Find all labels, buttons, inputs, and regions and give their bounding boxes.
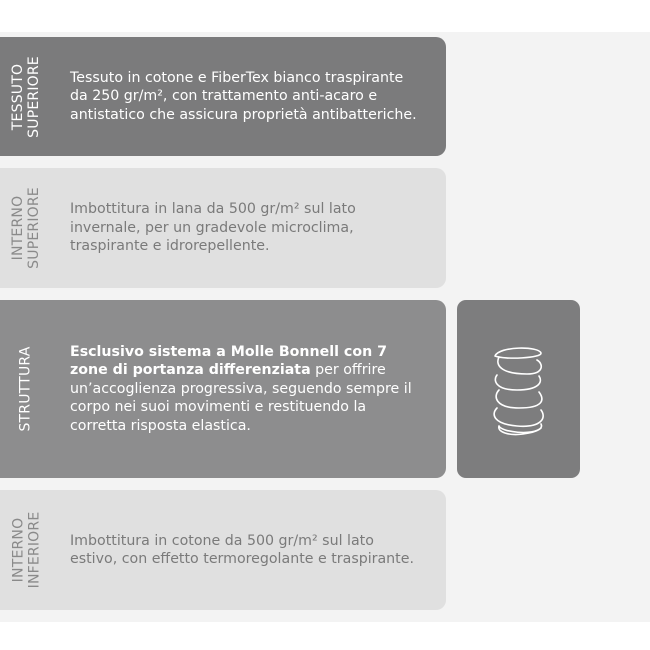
section-side bbox=[0, 168, 52, 288]
spring-icon bbox=[457, 300, 580, 478]
section-side bbox=[0, 300, 52, 478]
section-description-rest: per offrire un’accoglienza progressiva, seguendo sempre il corpo nei suoi movimenti e restituendo la corretta risposta elastica. bbox=[70, 362, 412, 434]
section-label bbox=[10, 56, 42, 138]
section-label-line2: INFERIORE bbox=[26, 511, 42, 589]
section-label-line2: SUPERIORE bbox=[26, 187, 43, 269]
spring-panel bbox=[457, 300, 580, 478]
section-label-line2: SUPERIORE bbox=[26, 55, 43, 138]
section-description bbox=[70, 343, 424, 436]
section-side bbox=[0, 37, 52, 156]
section-label bbox=[18, 346, 34, 431]
section-label-line1: INTERNO bbox=[10, 517, 26, 583]
section-tessuto-superiore bbox=[0, 37, 446, 156]
top-band bbox=[0, 0, 650, 32]
bottom-band bbox=[0, 622, 650, 650]
section-label-line1: INTERNO bbox=[10, 195, 27, 261]
section-interno-inferiore bbox=[0, 490, 446, 610]
section-side bbox=[0, 490, 52, 610]
section-label-line1: STRUTTURA bbox=[18, 346, 34, 432]
section-struttura bbox=[0, 300, 446, 478]
section-label bbox=[10, 187, 42, 269]
section-description: Imbottitura in cotone da 500 gr/m² sul lato estivo, con effetto termoregolante e traspirante. bbox=[70, 532, 414, 568]
section-label-line1: TESSUTO bbox=[10, 63, 27, 130]
section-interno-superiore bbox=[0, 168, 446, 288]
section-description: Tessuto in cotone e FiberTex bianco traspirante da 250 gr/m², con trattamento anti-acaro e antistatico che assicura proprietà antibatteriche. bbox=[70, 69, 417, 123]
section-label bbox=[10, 512, 42, 589]
section-description-bold: Esclusivo sistema a Molle Bonnell con 7 zone di portanza differenziata bbox=[70, 343, 387, 379]
section-description: Imbottitura in lana da 500 gr/m² sul lato invernale, per un gradevole microclima, traspirante e idrorepellente. bbox=[70, 201, 356, 255]
